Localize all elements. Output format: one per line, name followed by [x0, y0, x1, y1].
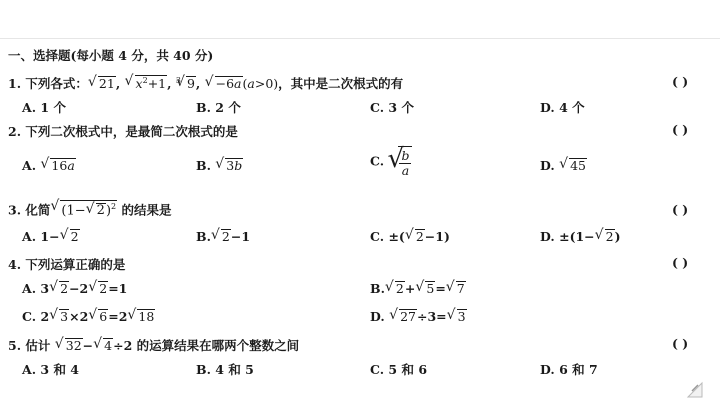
q4-option-c-label: C. — [22, 309, 37, 324]
question-2-stem: 2. 下列二次根式中，是最简二次根式的是 — [8, 124, 238, 139]
question-1-prefix: 1. 下列各式： — [8, 76, 88, 91]
q2-option-c-label: C. — [370, 153, 385, 169]
expr-cuberoot9: $^3$√ 9 — [176, 76, 196, 91]
question-3-prefix: 3. 化简 — [8, 202, 51, 218]
question-5-suffix: 的运算结果在哪两个整数之间 — [136, 338, 300, 353]
q4-option-a[interactable]: A. 3√ 2−2√ 2=1 — [22, 281, 127, 296]
q1-option-d[interactable]: D. 4 个 — [540, 100, 585, 115]
answer-paren-4[interactable]: ( ) — [672, 255, 689, 270]
q3-option-a-label: A. — [22, 229, 37, 244]
q3-option-d[interactable]: D. ±(1−√ 2) — [540, 229, 621, 244]
q2-option-d-label: D. — [540, 158, 555, 173]
answer-paren-3[interactable]: ( ) — [672, 202, 689, 217]
q4-option-d-label: D. — [370, 309, 385, 324]
answer-paren-1[interactable]: ( ) — [672, 74, 689, 89]
expr-sqrt-b-over-a: √ $\frac{b}{a}$ — [388, 146, 412, 178]
question-1-stem: 1. 下列各式：√ 21, √ $x^2+1$, $^3$√ 9, √ −6a(a>0)，其中是二次根式的有 — [8, 74, 403, 92]
q1-option-a[interactable]: A. 1 个 — [22, 100, 66, 115]
q3-option-c-label: C. — [370, 229, 385, 244]
q4-option-b[interactable]: B.√ 2+√ 5=√ 7 — [370, 281, 466, 296]
q4-option-a-label: A. — [22, 281, 37, 296]
q3-option-a[interactable]: A. 1−√ 2 — [22, 229, 80, 244]
question-5-stem: 5. 估计 √ 32−√ 4÷2 的运算结果在哪两个整数之间 — [8, 336, 299, 354]
expr-sqrt-neg6a: √ −6a — [206, 76, 243, 91]
q2-option-b-label: B. — [196, 158, 211, 173]
q2-option-a[interactable] — [22, 158, 76, 173]
section-title: 一、选择题(每小题 4 分，共 40 分) — [8, 48, 214, 63]
q5-option-d[interactable]: D. 6 和 7 — [540, 362, 598, 377]
question-3-suffix: 的结果是 — [121, 202, 172, 218]
top-rule — [0, 38, 720, 39]
q3-option-c[interactable]: C. ±(√ 2−1) — [370, 229, 450, 244]
q2-option-b[interactable] — [196, 158, 243, 173]
expr-sqrt-3b: √ 3b — [216, 158, 243, 173]
expr-sqrt-sq: √ (1−√ 2)$^2$ — [51, 200, 117, 219]
page-curl-icon — [684, 377, 706, 399]
answer-paren-2[interactable]: ( ) — [672, 122, 689, 137]
answer-paren-5[interactable]: ( ) — [672, 336, 689, 351]
q1-option-c[interactable]: C. 3 个 — [370, 100, 414, 115]
question-4-stem: 4. 下列运算正确的是 — [8, 257, 126, 272]
q5-option-a[interactable]: A. 3 和 4 — [22, 362, 80, 377]
expr-sqrt-16a: √ 16a — [41, 158, 75, 173]
q3-option-b[interactable]: B.√ 2−1 — [196, 229, 250, 244]
q3-option-b-label: B. — [196, 229, 211, 244]
q2-option-c[interactable] — [370, 146, 412, 178]
q4-option-b-label: B. — [370, 281, 385, 296]
q2-option-a-label: A. — [22, 158, 37, 173]
q2-option-d[interactable] — [540, 158, 587, 173]
expr-sqrt-45: √ 45 — [560, 158, 587, 173]
q1-option-b[interactable]: B. 2 个 — [196, 100, 241, 115]
expr-sqrt-x2-plus-1: √ $x^2+1$ — [126, 75, 168, 92]
q4-option-d[interactable]: D. √ 27÷3=√ 3 — [370, 309, 467, 324]
q3-option-d-label: D. — [540, 229, 555, 244]
question-5-prefix: 5. 估计 — [8, 338, 51, 353]
question-3-stem — [8, 200, 171, 219]
question-1-suffix: ，其中是二次根式的有 — [278, 76, 404, 91]
expr-sqrt21: √ 21 — [89, 76, 116, 91]
q4-option-c[interactable]: C. 2√ 3×2√ 6=2√ 18 — [22, 309, 155, 324]
q5-option-c[interactable]: C. 5 和 6 — [370, 362, 428, 377]
q5-option-b[interactable]: B. 4 和 5 — [196, 362, 254, 377]
